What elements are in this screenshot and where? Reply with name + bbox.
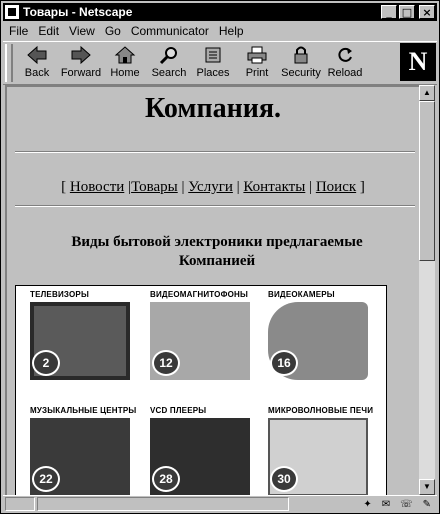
component-bar xyxy=(363,499,431,510)
menu-help[interactable]: Help xyxy=(218,24,244,38)
navigation-toolbar xyxy=(3,41,437,85)
nav-separator: | xyxy=(309,179,313,195)
forward-label: Forward xyxy=(60,67,102,79)
places-icon xyxy=(200,44,226,66)
title-bar xyxy=(3,3,437,21)
search-icon xyxy=(156,44,182,66)
print-label: Print xyxy=(245,67,269,79)
catalog-label: VCD ПЛЕЕРЫ xyxy=(150,406,207,415)
search-button[interactable] xyxy=(147,42,191,82)
divider xyxy=(15,151,415,153)
netscape-logo[interactable]: N xyxy=(400,43,436,81)
catalog-badge: 28 xyxy=(152,466,180,492)
reload-button[interactable] xyxy=(323,42,367,82)
print-button[interactable] xyxy=(235,42,279,82)
mail-icon[interactable]: ✉ xyxy=(381,498,391,510)
nav-link-services[interactable]: Услуги xyxy=(188,179,233,195)
composer-icon[interactable]: ✎ xyxy=(422,498,431,510)
catalog-label: МИКРОВОЛНОВЫЕ ПЕЧИ xyxy=(268,406,374,415)
site-nav xyxy=(7,179,419,196)
back-button[interactable] xyxy=(15,42,59,82)
status-bar xyxy=(3,495,437,512)
minimize-button[interactable]: _ xyxy=(381,5,397,19)
nav-link-search[interactable]: Поиск xyxy=(315,179,357,195)
forward-arrow-icon xyxy=(68,44,94,66)
security-button[interactable] xyxy=(279,42,323,82)
maximize-button[interactable]: □ xyxy=(399,5,415,19)
home-button[interactable] xyxy=(103,42,147,82)
reload-label: Reload xyxy=(327,67,363,79)
nav-bracket-open: [ xyxy=(61,179,67,195)
nav-link-news[interactable]: Новости xyxy=(69,179,125,195)
printer-icon xyxy=(244,44,270,66)
catalog-item-vcr[interactable] xyxy=(150,288,268,396)
menu-file[interactable]: File xyxy=(9,24,29,38)
search-label: Search xyxy=(151,67,187,79)
catalog-badge: 22 xyxy=(32,466,60,492)
menu-view[interactable]: View xyxy=(69,24,95,38)
nav-separator: | xyxy=(236,179,240,195)
window-title: Товары - Netscape xyxy=(23,5,133,19)
catalog-label: МУЗЫКАЛЬНЫЕ ЦЕНТРЫ xyxy=(30,406,137,415)
menu-edit[interactable]: Edit xyxy=(38,24,60,38)
catalog-badge: 12 xyxy=(152,350,180,376)
catalog-label: ВИДЕОМАГНИТОФОНЫ xyxy=(150,290,249,299)
scroll-thumb[interactable] xyxy=(419,101,435,261)
menu-communicator[interactable]: Communicator xyxy=(130,24,209,38)
home-icon xyxy=(112,44,138,66)
catalog-badge: 16 xyxy=(270,350,298,376)
places-label: Places xyxy=(196,67,230,79)
product-catalog-image[interactable] xyxy=(15,285,387,495)
lock-icon xyxy=(288,44,314,66)
page-content xyxy=(5,85,419,495)
catalog-item-tv[interactable] xyxy=(30,288,148,396)
nav-separator: | xyxy=(181,179,185,195)
menu-go[interactable]: Go xyxy=(104,24,121,38)
forward-button[interactable] xyxy=(59,42,103,82)
netscape-app-icon xyxy=(5,5,19,19)
catalog-badge: 2 xyxy=(32,350,60,376)
catalog-badge: 30 xyxy=(270,466,298,492)
menu-bar xyxy=(3,22,437,40)
home-label: Home xyxy=(110,67,140,79)
vertical-scrollbar[interactable] xyxy=(419,85,435,495)
nav-link-contacts[interactable]: Контакты xyxy=(243,179,306,195)
catalog-item-camcorder[interactable] xyxy=(268,288,386,396)
navigator-icon[interactable]: ✦ xyxy=(363,498,372,510)
scroll-down-button[interactable]: ▼ xyxy=(419,479,435,495)
page-title: Компания. xyxy=(145,93,281,124)
close-button[interactable]: × xyxy=(419,5,435,19)
back-arrow-icon xyxy=(24,44,50,66)
status-message-field xyxy=(37,497,289,511)
discussions-icon[interactable]: ☏ xyxy=(400,498,413,510)
catalog-item-music-center[interactable] xyxy=(30,404,148,495)
catalog-label: ТЕЛЕВИЗОРЫ xyxy=(30,290,89,299)
reload-icon xyxy=(332,44,358,66)
catalog-label: ВИДЕОКАМЕРЫ xyxy=(268,290,335,299)
back-label: Back xyxy=(24,67,50,79)
nav-separator: | xyxy=(128,179,132,195)
security-status-field[interactable] xyxy=(5,497,35,511)
nav-link-products[interactable]: Товары xyxy=(131,179,178,195)
catalog-item-vcd[interactable] xyxy=(150,404,268,495)
toolbar-grip[interactable] xyxy=(5,44,13,82)
catalog-item-microwave[interactable] xyxy=(268,404,386,495)
places-button[interactable] xyxy=(191,42,235,82)
section-heading: Виды бытовой электроники предлагаемые Компанией xyxy=(71,234,363,269)
divider xyxy=(15,205,415,207)
security-label: Security xyxy=(281,67,321,79)
nav-bracket-close: ] xyxy=(359,179,365,195)
scroll-up-button[interactable]: ▲ xyxy=(419,85,435,101)
